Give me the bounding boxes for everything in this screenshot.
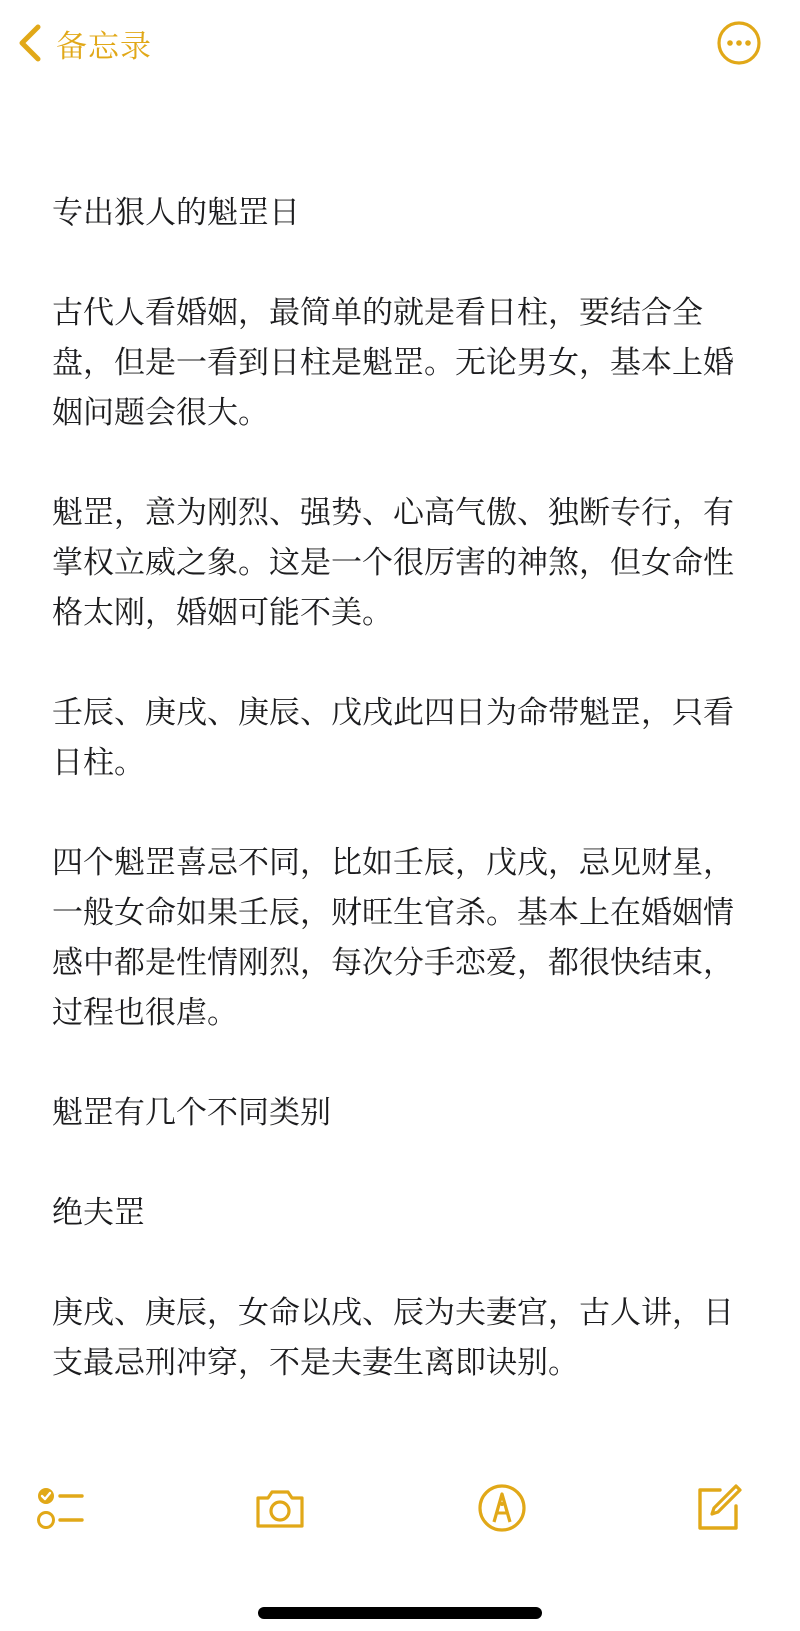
more-options-button[interactable] (716, 20, 762, 66)
note-paragraph: 壬辰、庚戌、庚辰、戊戌此四日为命带魁罡，只看日柱。 (52, 695, 734, 781)
camera-icon (252, 1480, 308, 1536)
back-button-label: 备忘录 (56, 28, 152, 65)
navigation-bar (0, 0, 800, 90)
bottom-toolbar (0, 1468, 800, 1578)
markup-button[interactable] (474, 1480, 530, 1536)
markup-pen-icon (474, 1480, 530, 1536)
compose-button[interactable] (690, 1480, 746, 1536)
compose-icon (690, 1480, 746, 1536)
note-paragraph: 魁罡有几个不同类别 (52, 1095, 331, 1131)
camera-button[interactable] (252, 1480, 308, 1536)
note-paragraph: 庚戌、庚辰，女命以戌、辰为夫妻宫，古人讲，日支最忌刑冲穿，不是夫妻生离即诀别。 (52, 1295, 734, 1381)
note-paragraph: 绝夫罡 (52, 1195, 145, 1231)
checklist-button[interactable] (30, 1480, 86, 1536)
ellipsis-circle-icon (716, 20, 762, 66)
chevron-left-icon (16, 23, 46, 63)
note-title: 专出狠人的魁罡日 (52, 195, 300, 231)
note-body[interactable] (52, 188, 752, 1438)
checklist-icon (30, 1480, 86, 1536)
note-paragraph: 魁罡，意为刚烈、强势、心高气傲、独断专行，有掌权立威之象。这是一个很厉害的神煞，但女命性格太刚，婚姻可能不美。 (52, 495, 734, 631)
note-paragraph: 四个魁罡喜忌不同，比如壬辰，戊戌，忌见财星，一般女命如果壬辰，财旺生官杀。基本上在婚姻情感中都是性情刚烈，每次分手恋爱，都很快结束，过程也很虐。 (52, 845, 734, 1031)
back-button[interactable] (16, 20, 152, 66)
home-indicator (258, 1607, 542, 1619)
note-paragraph: 古代人看婚姻，最简单的就是看日柱，要结合全盘，但是一看到日柱是魁罡。无论男女，基本上婚姻问题会很大。 (52, 295, 734, 431)
